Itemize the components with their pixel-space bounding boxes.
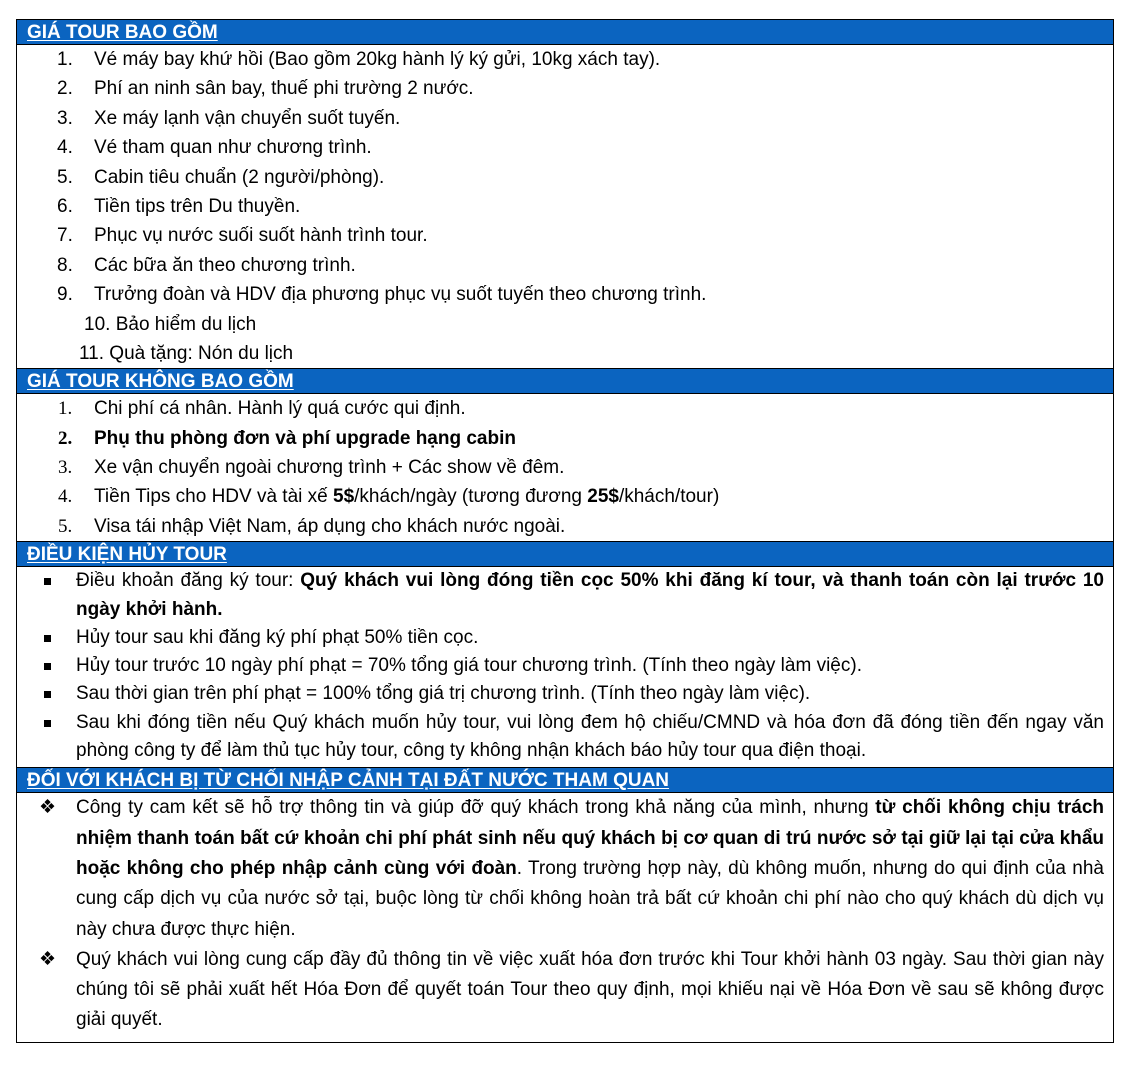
list-item: 8. Các bữa ăn theo chương trình. — [57, 254, 356, 276]
cancellation-section — [17, 542, 1113, 768]
list-item: ❖ Quý khách vui lòng cung cấp đầy đủ thông tin về việc xuất hóa đơn trước khi Tour khởi hành 03 ngày. Sau thời gian này chúng tôi sẽ phải xuất hết Hóa Đơn để quyết toán Tour theo quy định, mọi khiếu nại về Hóa Đơn về sau sẽ không được giải quyết. — [17, 945, 1113, 1036]
list-item: 5. Visa tái nhập Việt Nam, áp dụng cho khách nước ngoài. — [58, 515, 566, 537]
list-item: 11. Quà tặng: Nón du lịch — [79, 342, 294, 364]
diamond-bullet-icon: ❖ — [39, 948, 57, 970]
list-item: Sau khi đóng tiền nếu Quý khách muốn hủy tour, vui lòng đem hộ chiếu/CMND và hóa đơn đã đóng tiền đến ngay văn phòng công ty để làm thủ tục hủy tour, công ty không nhận khách báo hủy tour qua điện thoại. — [17, 709, 1113, 766]
list-item: Sau thời gian trên phí phạt = 100% tổng giá trị chương trình. (Tính theo ngày làm việc). — [17, 680, 1113, 708]
list-item: 1. Chi phí cá nhân. Hành lý quá cước qui định. — [58, 398, 466, 420]
included-header: GIÁ TOUR BAO GỒM — [17, 20, 1113, 45]
cancellation-header: ĐIỀU KIỆN HỦY TOUR — [17, 542, 1113, 567]
list-item: Điều khoản đăng ký tour: Quý khách vui lòng đóng tiền cọc 50% khi đăng kí tour, và thanh toán còn lại trước 10 ngày khởi hành. — [17, 567, 1113, 624]
diamond-bullet-icon: ❖ — [39, 797, 57, 819]
list-item: Hủy tour trước 10 ngày phí phạt = 70% tổng giá tour chương trình. (Tính theo ngày làm việc). — [17, 652, 1113, 680]
list-item: 2. Phí an ninh sân bay, thuế phi trường 2 nước. — [57, 78, 474, 100]
denied-entry-list — [17, 793, 1113, 1041]
tour-terms-document — [16, 19, 1114, 1043]
list-item: 10. Bảo hiểm du lịch — [84, 313, 257, 335]
list-item: 3. Xe vận chuyển ngoài chương trình + Các show về đêm. — [58, 457, 565, 479]
cancellation-list — [17, 567, 1113, 767]
list-item: 9. Trưởng đoàn và HDV địa phương phục vụ suốt tuyến theo chương trình. — [57, 284, 707, 306]
square-bullet-icon — [44, 691, 51, 698]
list-item: 3. Xe máy lạnh vận chuyển suốt tuyến. — [57, 107, 401, 129]
included-list — [17, 45, 1113, 368]
square-bullet-icon — [44, 720, 51, 727]
list-item: 2. Phụ thu phòng đơn và phí upgrade hạng cabin — [58, 427, 516, 449]
list-item: 7. Phục vụ nước suối suốt hành trình tour. — [57, 225, 428, 247]
list-item: 5. Cabin tiêu chuẩn (2 người/phòng). — [57, 166, 385, 188]
square-bullet-icon — [44, 635, 51, 642]
square-bullet-icon — [44, 663, 51, 670]
included-section — [17, 20, 1113, 369]
denied-entry-section — [17, 768, 1113, 1041]
list-item: 1. Vé máy bay khứ hồi (Bao gồm 20kg hành lý ký gửi, 10kg xách tay). — [57, 49, 661, 70]
list-item: 4. Tiền Tips cho HDV và tài xế 5$/khách/ngày (tương đương 25$/khách/tour) — [58, 486, 720, 508]
list-item: ❖ Công ty cam kết sẽ hỗ trợ thông tin và giúp đỡ quý khách trong khả năng của mình, nhưng từ chối không chịu trách nhiệm thanh toán bất cứ khoản chi phí phát sinh nếu quý khách bị cơ quan di trú nước sở tại giữ lại tại cửa khẩu hoặc không cho phép nhập cảnh cùng với đoàn. Trong trường hợp này, dù không muốn, nhưng do qui định của nhà cung cấp dịch vụ của nước sở tại, buộc lòng từ chối không hoàn trả bất cứ khoản chi phí nào cho quý khách dù dịch vụ này chưa được thực hiện. — [17, 793, 1113, 944]
list-item: 4. Vé tham quan như chương trình. — [57, 137, 372, 159]
square-bullet-icon — [44, 578, 51, 585]
excluded-section — [17, 369, 1113, 542]
list-item: Hủy tour sau khi đăng ký phí phạt 50% tiền cọc. — [17, 624, 1113, 652]
list-item: 6. Tiền tips trên Du thuyền. — [57, 195, 301, 217]
excluded-list — [17, 394, 1113, 541]
excluded-header: GIÁ TOUR KHÔNG BAO GỒM — [17, 369, 1113, 394]
denied-entry-header: ĐỐI VỚI KHÁCH BỊ TỪ CHỐI NHẬP CẢNH TẠI ĐẤT NƯỚC THAM QUAN — [17, 768, 1113, 793]
